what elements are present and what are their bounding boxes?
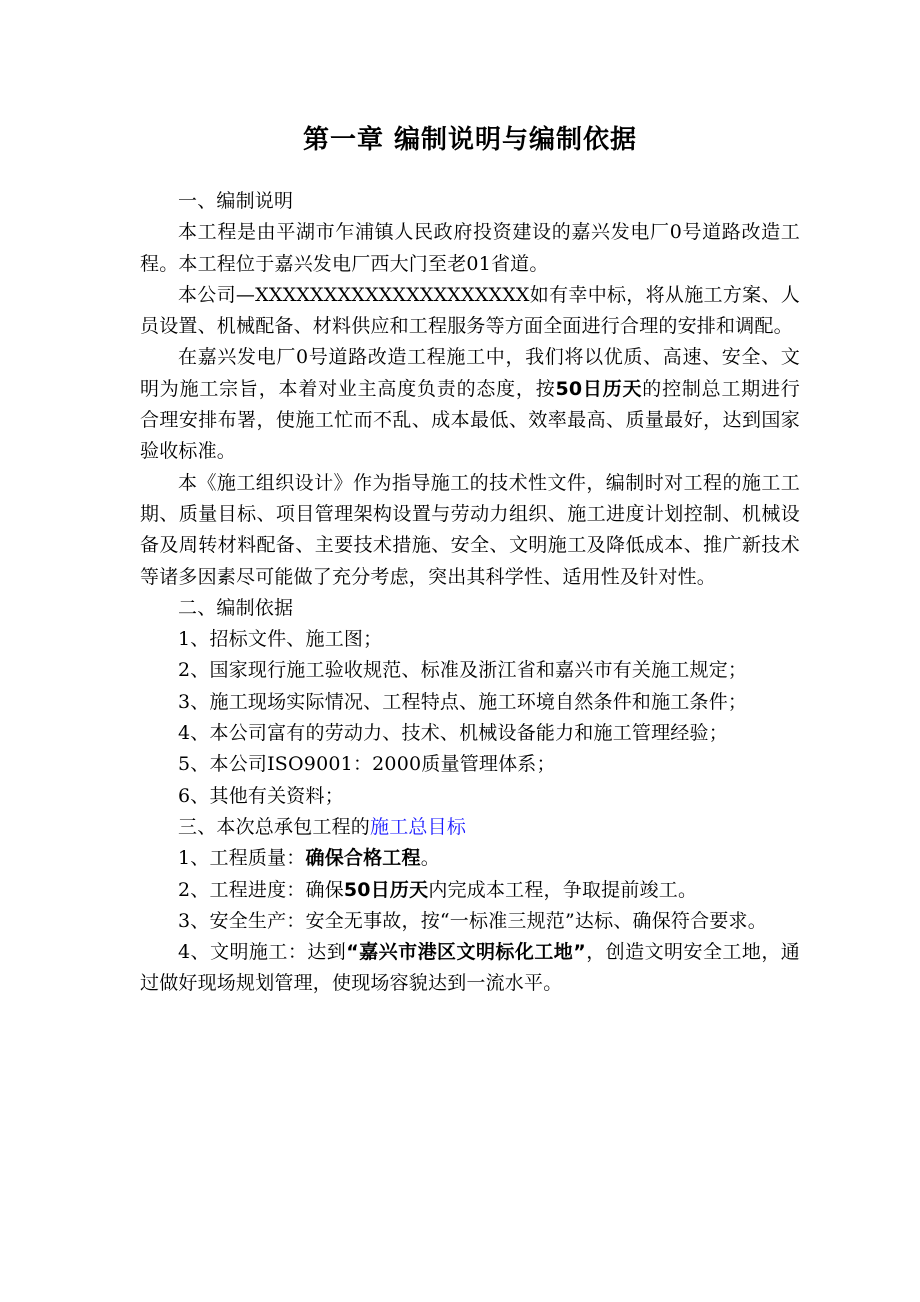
goal-civilized-value: “嘉兴市港区文明标化工地”: [346, 941, 586, 964]
section1-paragraph-1: 本工程是由平湖市乍浦镇人民政府投资建设的嘉兴发电厂0号道路改造工程。本工程位于嘉兴发电厂西大门至老01省道。: [140, 221, 800, 275]
goal-quality-value: 确保合格工程: [305, 847, 421, 870]
goal-progress: [140, 875, 800, 906]
basis-item-6: 6、其他有关资料；: [178, 784, 344, 807]
section3-heading-text: 三、本次总承包工程的: [178, 815, 371, 838]
goal-quality-end: 。: [420, 847, 440, 870]
overall-goal-link[interactable]: 施工总目标: [370, 815, 467, 838]
p3-text-b: 的控制总工期进行合理安排布署，使施工忙而不乱、成本最低、效率最高、质量最好，达到国家验收标准。: [140, 377, 800, 463]
basis-item-1: 1、招标文件、施工图；: [178, 628, 383, 651]
goal-civilized: [140, 937, 800, 1000]
goal-progress-duration: 50日历天: [343, 878, 429, 901]
goal-civilized-label: 4、文明施工：达到: [178, 941, 347, 964]
section3-heading: [140, 812, 800, 843]
goal-quality-label: 1、工程质量：: [178, 847, 306, 870]
goal-safety: 3、安全生产：安全无事故，按“一标准三规范”达标、确保符合要求。: [178, 909, 767, 932]
section1-paragraph-2: 本公司—XXXXXXXXXXXXXXXXXXXX如有幸中标，将从施工方案、人员设置、机械配备、材料供应和工程服务等方面全面进行合理的安排和调配。: [140, 283, 800, 338]
section1-paragraph-3: [140, 342, 800, 467]
section1-heading: 一、编制说明: [178, 190, 294, 212]
basis-item-2: 2、国家现行施工验收规范、标准及浙江省和嘉兴市有关施工规定；: [178, 659, 748, 682]
goal-quality: [140, 843, 800, 874]
chapter-title: 第一章 编制说明与编制依据: [302, 125, 638, 155]
goal-civilized-end: ，创造文明安全工地，通过做好现场规划管理，使现场容貌达到一流水平。: [140, 941, 801, 995]
basis-item-3: 3、施工现场实际情况、工程特点、施工环境自然条件和施工条件；: [178, 690, 748, 713]
section1-paragraph-4: 本《施工组织设计》作为指导施工的技术性文件，编制时对工程的施工工期、质量目标、项目管理架构设置与劳动力组织、施工进度计划控制、机械设备及周转材料配备、主要技术措施、安全、文明施工及降低成本、推广新技术等诸多因素尽可能做了充分考虑，突出其科学性、适用性及针对性。: [140, 471, 800, 588]
goal-progress-end: 内完成本工程，争取提前竣工。: [428, 878, 698, 901]
section2-heading: 二、编制依据: [178, 596, 294, 619]
p3-duration: 50日历天: [555, 377, 643, 400]
p3-text-a: 在嘉兴发电厂0号道路改造工程施工中，我们将以优质、高速、安全、文明为施工宗旨，本着对业主高度负责的态度，按: [140, 346, 800, 400]
document-page: [140, 120, 800, 1000]
basis-item-4: 4、本公司富有的劳动力、技术、机械设备能力和施工管理经验；: [178, 722, 728, 745]
goal-progress-label: 2、工程进度：确保: [178, 878, 344, 901]
basis-item-5: 5、本公司ISO9001：2000质量管理体系；: [178, 753, 556, 776]
